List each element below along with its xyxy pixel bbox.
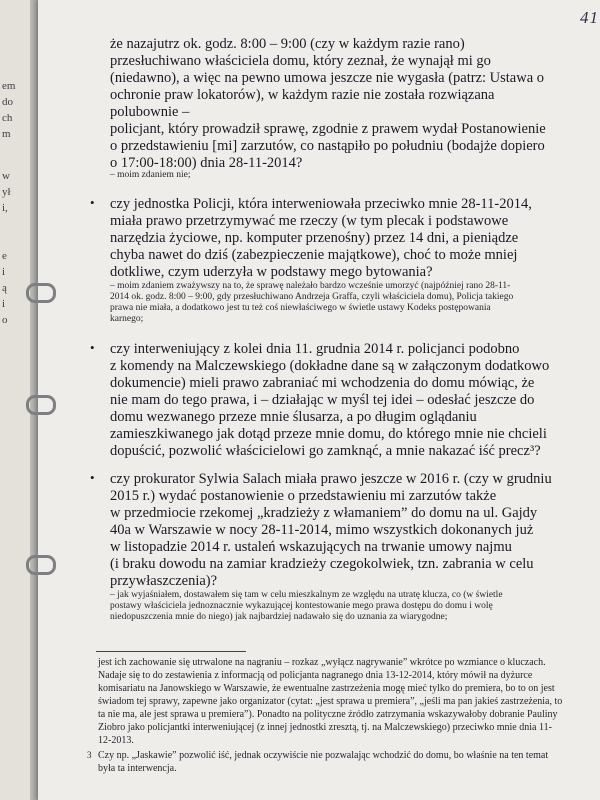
body-line: że nazajutrz ok. godz. 8:00 – 9:00 (czy w każdym razie rano) xyxy=(110,36,465,52)
prev-page-fragment: ył xyxy=(2,186,11,198)
body-line: ochronie praw lokatorów), w każdym razie nie została rozwiązana xyxy=(110,87,495,103)
body-line: (i braku dowodu na zamiar kradzieży czegokolwiek, tzn. zabrania w celu xyxy=(110,556,534,572)
body-line: (niedawno), a więc na pewno umowa jeszcze nie wygasła (patrz: Ustawa o xyxy=(110,70,545,86)
footnote-line: Czy np. „Jaskawie” pozwolić iść, jednak oczywiście nie pozwalając wchodzić do domu, bo właśnie na ten temat xyxy=(98,750,549,761)
page-number: 41 xyxy=(580,8,599,27)
prev-page-fragment: w xyxy=(2,170,10,182)
footnote-line: była ta interwencja. xyxy=(98,763,177,774)
body-line: dotkliwe, czym uderzyła w podstawy mego bytowania? xyxy=(110,264,433,280)
footnote-line: jest ich zachowanie się utrwalone na nagraniu – rozkaz „wyłącz nagrywanie” wkrótce po wzmiance o kluczach. xyxy=(98,657,546,668)
body-line: czy prokurator Sylwia Salach miała prawo jeszcze w 2016 r. (czy w grudniu xyxy=(110,471,552,487)
prev-page-fragment: m xyxy=(2,128,11,140)
answer-note: – moim zdaniem zważywszy na to, że sprawę należało bardzo wcześnie umorzyć (najpóźniej rano 28-11- xyxy=(110,281,511,291)
binder-ring xyxy=(26,555,56,575)
prev-page-fragment: do xyxy=(2,96,13,108)
body-line: w przedmiocie rzekomej „kradzieży z włamaniem” do domu na ul. Gajdy xyxy=(110,505,538,521)
footnote-line: 12-2013. xyxy=(98,735,134,746)
footnote-line: Ziobro jako policjantki interweniującej (z innej jednostki zresztą, tj. na Malczewskiego) przeciwko mnie dnia 11- xyxy=(98,722,552,733)
body-line: dopuścić, pozwolić właścicielowi go zamknąć, a mnie nakazać iść precz³? xyxy=(110,443,541,459)
prev-page-fragment: i xyxy=(2,298,6,310)
body-line: w listopadzie 2014 r. ustaleń wskazujących na trwanie umowy najmu xyxy=(110,539,512,555)
answer-note: – jak wyjaśniałem, dostawałem się tam w celu mieszkalnym ze względu na utratę klucza, co (w świetle xyxy=(110,590,503,600)
body-line: miała prawo przetrzymywać me rzeczy (w tym plecak i podstawowe xyxy=(110,213,509,229)
footnote-marker: 3 xyxy=(87,750,92,760)
body-line: czy jednostka Policji, która interweniowała przeciwko mnie 28-11-2014, xyxy=(110,196,532,212)
body-line: domu wezwanego przeze mnie ślusarza, a po długim oglądaniu xyxy=(110,409,477,425)
prev-page-fragment: i xyxy=(2,266,6,278)
body-line: o przedstawieniu [mi] zarzutów, co nastąpiło po południu (bodajże dopiero xyxy=(110,138,545,154)
binder-ring xyxy=(26,395,56,415)
answer-note: niedopuszczenia mnie do niego) jak najbardziej nadawało się do uznania za wiarygodne; xyxy=(110,612,448,622)
body-line: przywłaszczenia)? xyxy=(110,573,218,589)
answer-note: karnego; xyxy=(110,314,144,324)
body-line: przesłuchiwano właściciela domu, który zeznał, że wynajął mi go xyxy=(110,53,491,69)
body-line: zamieszkiwanego jak dotąd przeze mnie domu, do którego mnie nie chcieli xyxy=(110,426,547,442)
body-line: z komendy na Malczewskiego (dokładne dane są w załączonym dodatkowo xyxy=(110,358,550,374)
answer-note: prawa nie miała, a dodatkowo jest tu też coś niewłaściwego w świetle ustawy Kodeks postępowania xyxy=(110,303,491,313)
footnote-line: świadom tej sprawy, zapewne jako organizator (cytat: „jest sprawa u premiera”, „jeśli ma pan jakieś zastrzeżenia, to xyxy=(98,696,563,707)
body-line: nie mam do tego prawa, i – działając w myśl tej idei – odesłać jeszcze do xyxy=(110,392,535,408)
body-line: 40a w Warszawie w nocy 28-11-2014, mimo wszystkich dokonanych już xyxy=(110,522,534,538)
body-line: narzędzia życiowe, np. komputer przenośny) przez 14 dni, a pieniądze xyxy=(110,230,519,246)
body-line: polubownie – xyxy=(110,104,190,120)
body-line: policjant, który prowadził sprawę, zgodnie z prawem wydał Postanowienie xyxy=(110,121,546,137)
bullet-icon: • xyxy=(90,340,95,355)
prev-page-fragment: i, xyxy=(2,202,8,214)
answer-note: – moim zdaniem nie; xyxy=(110,170,191,180)
binder-ring xyxy=(26,283,56,303)
answer-note: 2014 ok. godz. 8:00 – 9:00, gdy przesłuchiwano Andrzeja Graffa, czyli właściciela domu), Policja takiego xyxy=(110,292,514,302)
prev-page-fragment: em xyxy=(2,80,16,92)
bullet-icon: • xyxy=(90,195,95,210)
body-line: 2015 r.) wydać postanowienie o przedstawieniu mi zarzutów także xyxy=(110,488,497,504)
footnote-divider xyxy=(96,651,246,652)
prev-page-fragment: e xyxy=(2,250,7,262)
body-line: czy interweniujący z kolei dnia 11. grudnia 2014 r. policjanci podobno xyxy=(110,341,520,357)
body-line: chyba nawet do dziś (zabezpieczenie majątkowe), choć to może mniej xyxy=(110,247,518,263)
prev-page-fragment: ch xyxy=(2,112,13,124)
footnote-line: Nadaje się to do zestawienia z informacją od policjanta nagranego dnia 13-12-2014, który mówił na dyżurce xyxy=(98,670,533,681)
answer-note: postawy właściciela jednoznacznie wykazującej kontestowanie mego prawa dostępu do domu i wolę xyxy=(110,601,493,611)
bullet-icon: • xyxy=(90,470,95,485)
document-page xyxy=(38,0,600,800)
prev-page-fragment: o xyxy=(2,314,8,326)
footnote-line: ta nie ma, ale jest sprawa u premiera”). Ponadto na polityczne źródło zatrzymania wskazywałoby dobranie Pauliny xyxy=(98,709,558,720)
body-line: o 17:00-18:00) dnia 28-11-2014? xyxy=(110,155,303,171)
prev-page-fragment: ą xyxy=(2,282,7,294)
footnote-line: komisariatu na Janowskiego w Warszawie, że ewentualne zastrzeżenia mogę mieć tylko do premiera, bo to on jest xyxy=(98,683,555,694)
body-line: dokumencie) mieli prawo zabraniać mi wchodzenia do domu mówiąc, że xyxy=(110,375,535,391)
